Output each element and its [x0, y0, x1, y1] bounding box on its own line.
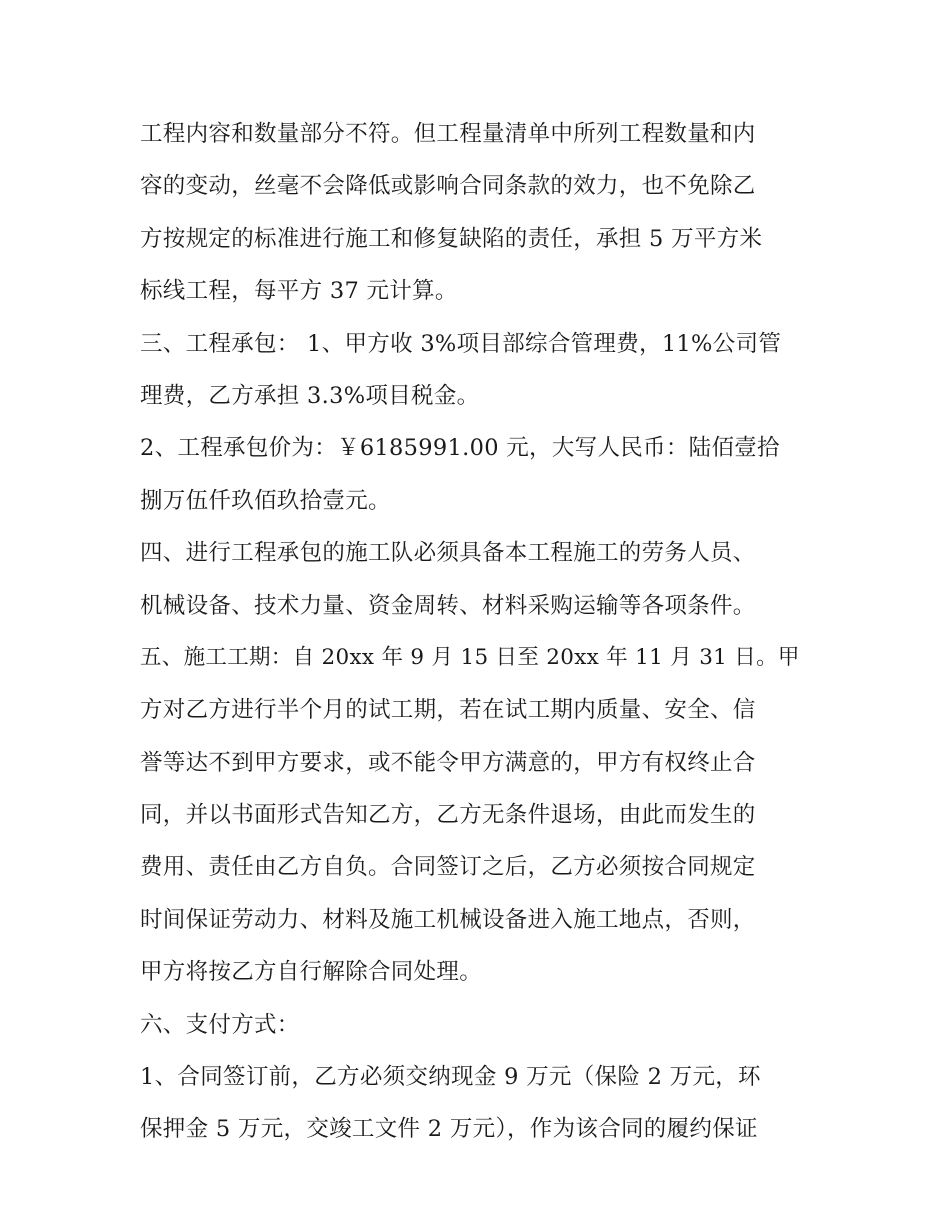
section-heading-schedule: 五、施工工期：自 20xx 年 9 月 15 日至 20xx 年 11 月 31 日。甲: [140, 644, 800, 670]
text-line: 1、合同签订前，乙方必须交纳现金 9 万元（保险 2 万元，环: [140, 1064, 761, 1091]
text-line: 方对乙方进行半个月的试工期，若在试工期内质量、安全、信: [140, 697, 756, 724]
text-line: 同，并以书面形式告知乙方，乙方无条件退场，由此而发生的: [140, 802, 756, 829]
text-line: 理费，乙方承担 3.3%项目税金。: [140, 382, 480, 409]
text-line: 甲方将按乙方自行解除合同处理。: [140, 959, 483, 986]
text-line: 时间保证劳动力、材料及施工机械设备进入施工地点，否则，: [140, 906, 756, 933]
text-line: 方按规定的标准进行施工和修复缺陷的责任，承担 5 万平方米: [140, 225, 763, 252]
text-line: 机械设备、技术力量、资金周转、材料采购运输等各项条件。: [140, 592, 756, 619]
text-line: 费用、责任由乙方自负。合同签订之后，乙方必须按合同规定: [140, 854, 756, 881]
text-line: 工程内容和数量部分不符。但工程量清单中所列工程数量和内: [140, 121, 756, 147]
section-heading-contract-scope: 三、工程承包： 1、甲方收 3%项目部综合管理费，11%公司管: [140, 330, 782, 357]
text-line: 誉等达不到甲方要求，或不能令甲方满意的，甲方有权终止合: [140, 749, 756, 776]
section-heading-qualifications: 四、进行工程承包的施工队必须具备本工程施工的劳务人员、: [140, 540, 756, 567]
text-line: 容的变动，丝毫不会降低或影响合同条款的效力，也不免除乙: [140, 173, 756, 200]
section-heading-payment: 六、支付方式：: [140, 1011, 300, 1038]
document-body: [140, 108, 812, 1156]
text-line: 保押金 5 万元，交竣工文件 2 万元），作为该合同的履约保证: [140, 1116, 758, 1143]
text-line: 捌万伍仟玖佰玖拾壹元。: [140, 487, 391, 514]
text-line: 2、工程承包价为：￥6185991.00 元，大写人民币：陆佰壹拾: [140, 435, 780, 462]
text-line: 标线工程，每平方 37 元计算。: [140, 278, 458, 305]
